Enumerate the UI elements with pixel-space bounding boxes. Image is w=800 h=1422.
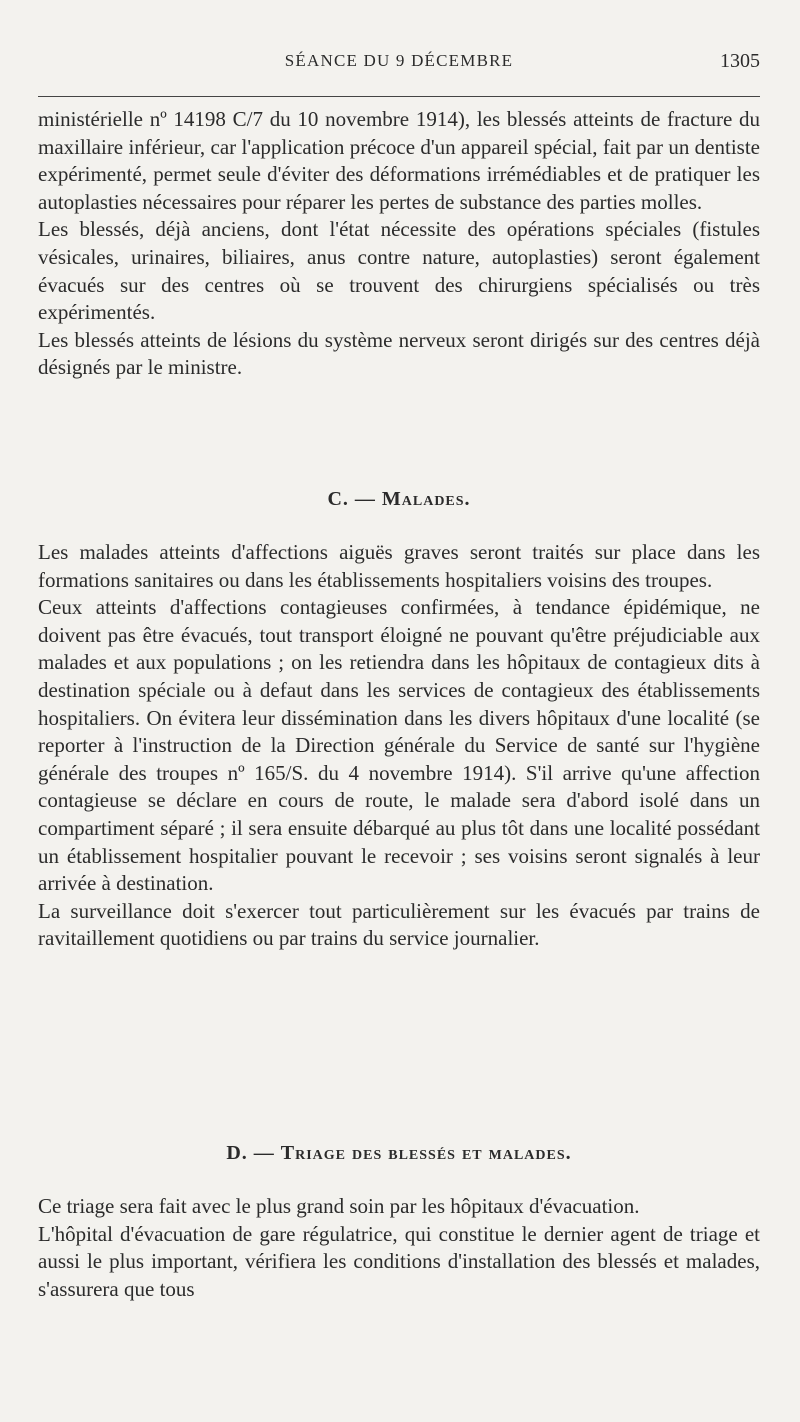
paragraph: Les blessés, déjà anciens, dont l'état nécessite des opérations spéciales (fistules vésicales, urinaires, biliaires, anus contre nature, autoplasties) seront également évacués sur des centres où se trouvent des chirurgiens spécialisés ou très expérimentés. [38, 217, 760, 325]
page-header [38, 50, 760, 80]
section-d-paragraphs [38, 1193, 760, 1303]
page-number: 1305 [720, 50, 760, 72]
header-rule [38, 96, 760, 97]
section-heading-title: Triage des blessés et malades. [280, 1142, 572, 1164]
running-head: SÉANCE DU 9 DÉCEMBRE [284, 51, 514, 70]
body-text [38, 106, 760, 1301]
paragraph: Ce triage sera fait avec le plus grand soin par les hôpitaux d'évacuation. [38, 1194, 640, 1218]
paragraph: La surveillance doit s'exercer tout particulièrement sur les évacués par trains de ravitaillement quotidiens ou par trains du service journalier. [38, 898, 760, 951]
section-heading-prefix: D. — [226, 1142, 275, 1164]
paragraph: Les malades atteints d'affections aiguës graves seront traités sur place dans les formations sanitaires ou dans les établissements hospitaliers voisins des troupes. [38, 540, 760, 592]
section-heading-d [38, 1140, 760, 1168]
paragraph: Ceux atteints d'affections contagieuses confirmées, à tendance épidémique, ne doivent pas être évacués, tout transport éloigné ne pouvant qu'être préjudiciable aux malades et aux populations ; on les retiendra dans les hôpitaux de contagieux dits à destination spéciale ou à defaut dans les services de contagieux des établissements hospitaliers. On évitera leur dissémination dans les divers hôpitaux d'une localité (se reporter à l'instruction de la Direction générale du Service de santé sur l'hygiène générale des troupes nº 165/S. du 4 novembre 1914). S'il arrive qu'une affection contagieuse se déclare en cours de route, le malade sera d'abord isolé dans un compartiment séparé ; il sera ensuite débarqué au plus tôt dans une localité possédant un établissement hospitalier pouvant le recevoir ; ses voisins seront signalés à leur arrivée à destination. [38, 595, 760, 896]
section-heading-title: Malades. [381, 488, 471, 510]
top-paragraphs [38, 106, 760, 382]
section-heading-c [38, 486, 760, 514]
section-c-paragraphs [38, 539, 760, 953]
paragraph: L'hôpital d'évacuation de gare régulatrice, qui constitue le dernier agent de triage et aussi le plus important, vérifiera les conditions d'installation des blessés et malades, s'assurera que tous [38, 1221, 760, 1301]
paragraph: Les blessés atteints de lésions du système nerveux seront dirigés sur des centres déjà désignés par le ministre. [38, 327, 760, 380]
section-heading-prefix: C. — [327, 488, 376, 510]
paragraph: ministérielle nº 14198 C/7 du 10 novembre 1914), les blessés atteints de fracture du maxillaire inférieur, car l'application précoce d'un appareil spécial, fait par un dentiste expérimenté, permet seule d'éviter des déformations irrémédiables et de pratiquer les autoplasties nécessaires pour réparer les pertes de substance des parties molles. [38, 107, 760, 214]
